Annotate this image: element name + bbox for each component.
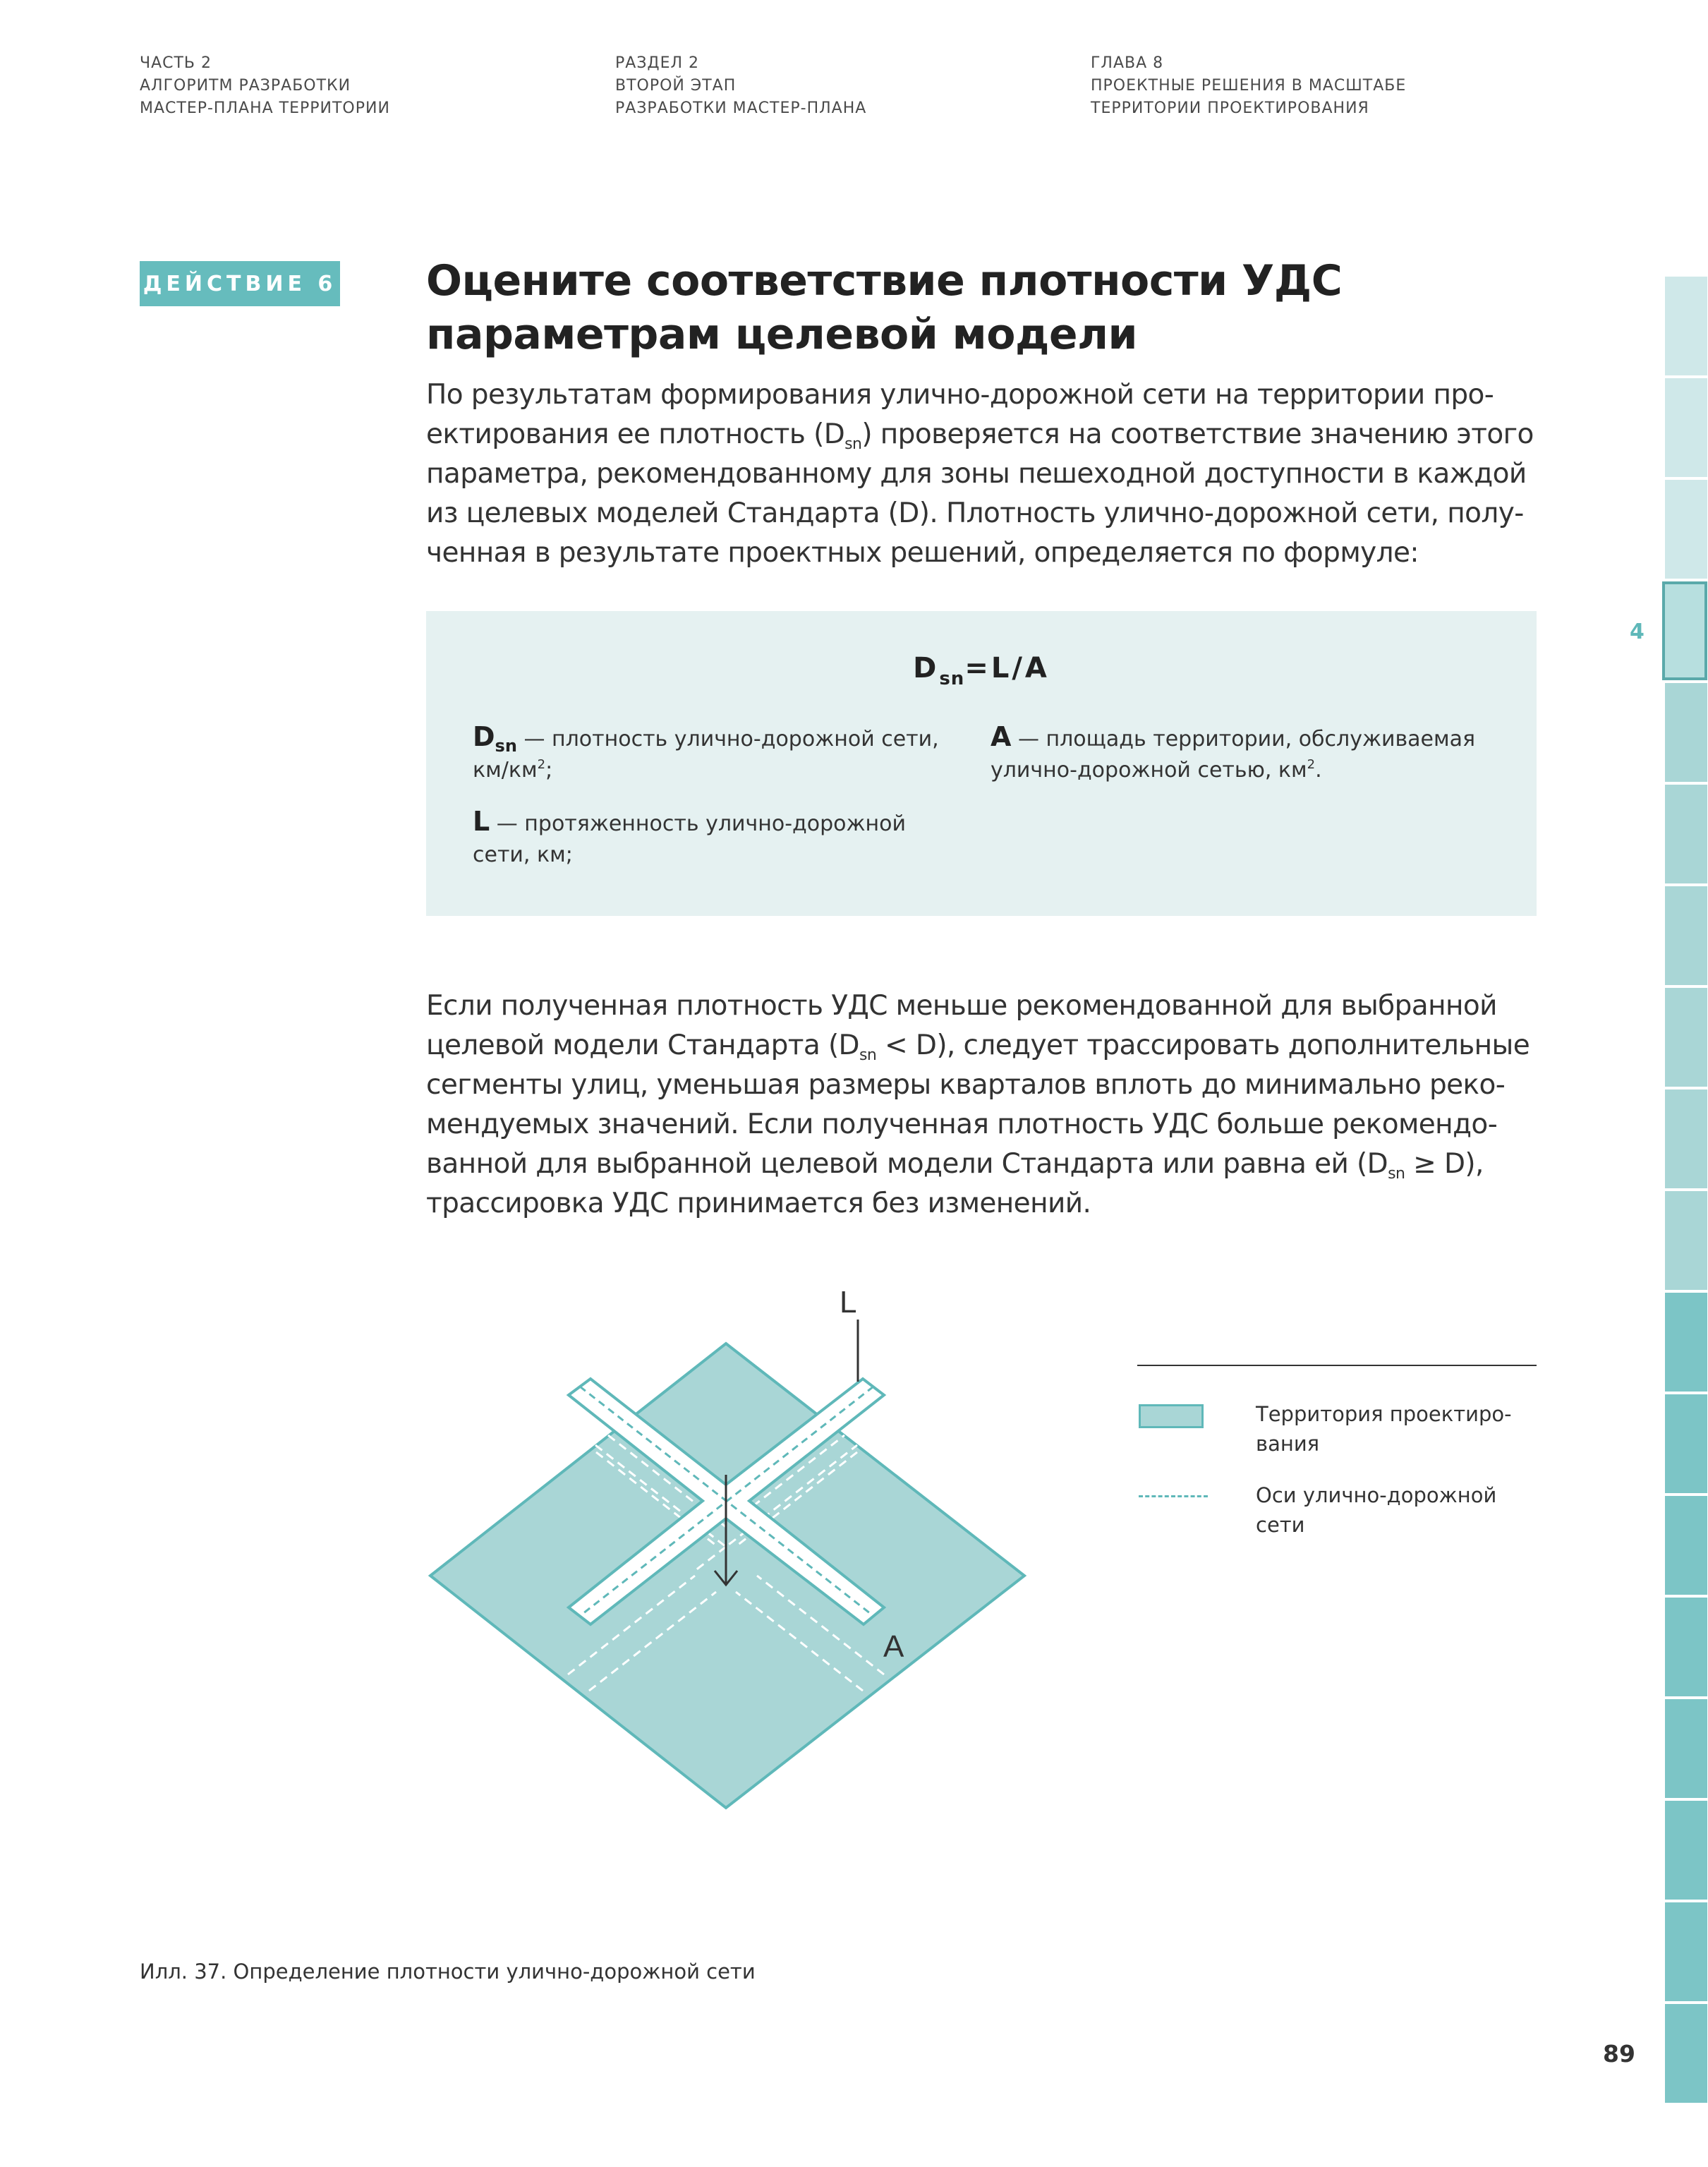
chapter-tab[interactable]	[1665, 378, 1707, 477]
definition-symbol: A	[991, 721, 1012, 752]
text-run: ≥ D),	[1405, 1148, 1484, 1180]
text-line	[426, 1026, 1530, 1066]
superscript: 2	[537, 757, 546, 772]
label-L: L	[840, 1285, 857, 1320]
chapter-tab[interactable]	[1665, 1496, 1707, 1595]
legend-line: сети	[1256, 1513, 1305, 1537]
chapter-tab[interactable]	[1665, 1699, 1707, 1798]
text-line	[426, 1145, 1530, 1184]
header-section-line: ВТОРОЙ ЭТАП	[615, 77, 737, 95]
definition-dsn	[473, 721, 939, 786]
definition-line	[473, 721, 939, 755]
formula	[426, 652, 1537, 689]
action-badge: ДЕЙСТВИЕ 6	[140, 261, 340, 306]
definition-a	[991, 721, 1475, 786]
definition-text: улично-дорожной сетью, км	[991, 758, 1307, 783]
definition-l	[473, 806, 906, 871]
text-run: < D), следует трассировать дополнительные	[876, 1030, 1530, 1061]
definition-line	[991, 755, 1475, 786]
subscript: sn	[1388, 1165, 1405, 1183]
header-chapter-line: ТЕРРИТОРИИ ПРОЕКТИРОВАНИЯ	[1091, 99, 1369, 117]
header-part-line: АЛГОРИТМ РАЗРАБОТКИ	[140, 77, 351, 95]
legend-axes-swatch	[1139, 1495, 1208, 1497]
header-section	[615, 52, 866, 120]
chapter-tabs	[1665, 277, 1707, 2106]
subscript: sn	[844, 435, 862, 453]
text-run: целевой модели Стандарта (D	[426, 1030, 859, 1061]
header-section-line: РАЗРАБОТКИ МАСТЕР-ПЛАНА	[615, 99, 867, 117]
header-chapter-line: ПРОЕКТНЫЕ РЕШЕНИЯ В МАСШТАБЕ	[1091, 77, 1407, 95]
chapter-tab[interactable]	[1665, 1394, 1707, 1493]
chapter-tab[interactable]	[1665, 277, 1707, 375]
active-chapter-tab-label: 4	[1630, 620, 1645, 644]
definition-symbol	[473, 721, 517, 756]
text-line: По результатам формирования улично-дорожной сети на территории про-	[426, 379, 1494, 411]
chapter-tab[interactable]	[1662, 581, 1707, 680]
definition-text: км/км	[473, 758, 538, 783]
text-line: трассировка УДС принимается без изменений.	[426, 1188, 1091, 1219]
chapter-tab[interactable]	[1665, 1293, 1707, 1392]
definition-line: сети, км;	[473, 843, 573, 867]
intro-paragraph	[426, 375, 1534, 573]
legend-territory-label	[1256, 1399, 1512, 1459]
header-part	[140, 52, 390, 120]
formula-symbol: D	[913, 652, 940, 684]
road-density-illustration	[423, 1270, 1044, 1856]
page-title: Оцените соответствие плотности УДС параметрам целевой модели	[426, 256, 1343, 359]
definition-text: — площадь территории, обслуживаемая	[1011, 727, 1476, 751]
chapter-tab[interactable]	[1665, 2004, 1707, 2103]
body-paragraph	[426, 986, 1530, 1224]
formula-subscript: sn	[939, 668, 965, 689]
header-section-line: РАЗДЕЛ 2	[615, 54, 700, 72]
chapter-tab[interactable]	[1665, 1801, 1707, 1900]
text-run: ванной для выбранной целевой модели Стандарта или равна ей (D	[426, 1148, 1388, 1180]
definition-line	[473, 806, 906, 840]
definition-text: — протяженность улично-дорожной	[490, 811, 907, 836]
formula-box	[426, 611, 1537, 916]
chapter-tab[interactable]	[1665, 1191, 1707, 1290]
definition-text: — плотность улично-дорожной сети,	[516, 727, 939, 751]
formula-rest: =L/A	[964, 652, 1050, 684]
legend-line: Территория проектиро-	[1256, 1402, 1512, 1426]
definition-symbol: L	[473, 806, 490, 837]
definition-line	[991, 721, 1475, 755]
figure-caption: Илл. 37. Определение плотности улично-дорожной сети	[140, 1960, 756, 1984]
text-line: сегменты улиц, уменьшая размеры кварталов вплоть до минимально реко-	[426, 1069, 1506, 1101]
header-chapter-line: ГЛАВА 8	[1091, 54, 1164, 72]
header-chapter	[1091, 52, 1406, 120]
legend-axes-label	[1256, 1480, 1496, 1540]
header-part-line: ЧАСТЬ 2	[140, 54, 212, 72]
territory-area	[430, 1344, 1024, 1808]
chapter-tab[interactable]	[1665, 886, 1707, 985]
label-A: A	[883, 1629, 904, 1664]
chapter-tab[interactable]	[1665, 1598, 1707, 1696]
text-line: Если полученная плотность УДС меньше рекомендованной для выбранной	[426, 990, 1497, 1022]
definition-text: .	[1315, 758, 1322, 783]
text-line: из целевых моделей Стандарта (D). Плотность улично-дорожной сети, полу-	[426, 497, 1524, 529]
legend-line: Оси улично-дорожной	[1256, 1483, 1497, 1507]
text-line: мендуемых значений. Если полученная плотность УДС больше рекомендо-	[426, 1109, 1498, 1140]
chapter-tab[interactable]	[1665, 1089, 1707, 1188]
text-run: ) проверяется на соответствие значению этого	[861, 418, 1534, 450]
legend-divider	[1137, 1365, 1537, 1366]
text-line	[426, 415, 1534, 454]
text-line: ченная в результате проектных решений, определяется по формуле:	[426, 537, 1419, 569]
legend-territory-swatch	[1139, 1404, 1204, 1428]
chapter-tab[interactable]	[1665, 1902, 1707, 2001]
superscript: 2	[1307, 757, 1316, 772]
chapter-tab[interactable]	[1665, 785, 1707, 883]
symbol-letter: D	[473, 721, 495, 752]
chapter-tab[interactable]	[1665, 683, 1707, 782]
text-run: ектирования ее плотность (D	[426, 418, 845, 450]
header-part-line: МАСТЕР-ПЛАНА ТЕРРИТОРИИ	[140, 99, 390, 117]
page-number: 89	[1603, 2040, 1635, 2068]
legend-line: вания	[1256, 1432, 1320, 1456]
chapter-tab[interactable]	[1665, 480, 1707, 579]
symbol-subscript: sn	[495, 736, 517, 756]
chapter-tab[interactable]	[1665, 988, 1707, 1087]
definition-text: ;	[545, 758, 553, 783]
text-line: параметра, рекомендованному для зоны пешеходной доступности в каждой	[426, 458, 1527, 490]
definition-line	[473, 755, 939, 786]
subscript: sn	[859, 1046, 877, 1064]
